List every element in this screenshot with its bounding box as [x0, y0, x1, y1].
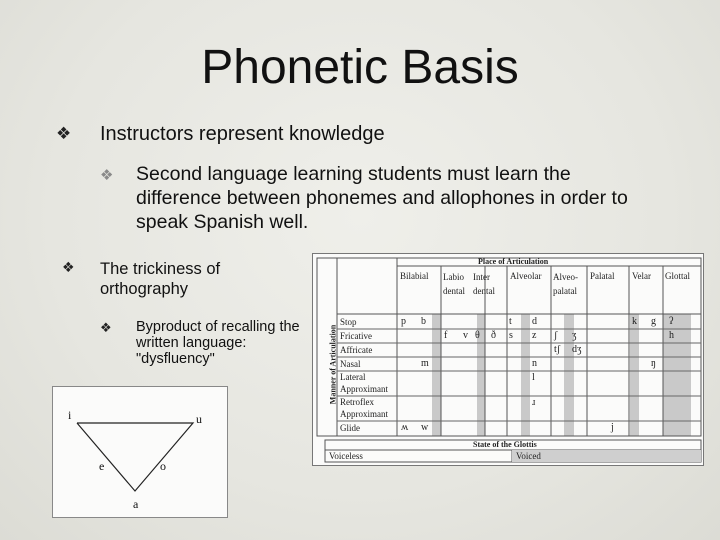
row-stop: Stop	[340, 317, 357, 327]
sub-bullet-dysfluency: Byproduct of recalling the written language: "dysfluency"	[136, 319, 300, 367]
ipa-symbol: ʔ	[669, 316, 674, 327]
ipa-symbol: p	[401, 316, 406, 327]
vowel-triangle-lines	[53, 387, 229, 519]
ipa-symbol: f	[444, 330, 448, 341]
ipa-symbol: ɹ	[532, 397, 536, 408]
col-velar: Velar	[632, 271, 651, 281]
slide-title: Phonetic Basis	[201, 41, 519, 94]
vowel-o: o	[160, 459, 166, 473]
col-glottal: Glottal	[665, 271, 690, 281]
diamond-bullet-icon: ❖	[100, 166, 114, 184]
ipa-symbol: t	[509, 316, 512, 327]
ipa-symbol: l	[532, 372, 535, 383]
ipa-symbol: dʒ	[572, 344, 582, 355]
vowel-i: i	[68, 408, 72, 422]
vowel-u: u	[196, 412, 202, 426]
vowel-e: e	[99, 459, 105, 473]
vowel-triangle-figure	[52, 386, 228, 518]
ipa-symbol: v	[463, 330, 468, 341]
row-glide: Glide	[340, 423, 360, 433]
place-header: Place of Articulation	[478, 257, 549, 266]
ipa-symbol: tʃ	[554, 344, 561, 355]
glottis-header: State of the Glottis	[473, 440, 537, 449]
vowel-a: a	[133, 497, 139, 511]
diamond-bullet-icon: ❖	[100, 321, 112, 336]
diamond-bullet-icon: ❖	[56, 124, 72, 144]
manner-header: Manner of Articulation	[328, 324, 338, 405]
ipa-symbol: ð	[491, 330, 496, 341]
chart-grid-lines	[313, 254, 705, 467]
ipa-symbol: g	[651, 316, 656, 327]
col-bilabial: Bilabial	[400, 271, 429, 281]
diamond-bullet-icon: ❖	[62, 260, 75, 276]
ipa-symbol: ʒ	[572, 330, 577, 341]
ipa-symbol: m	[421, 358, 429, 369]
col-alveopalatal: Alveo-palatal	[553, 272, 578, 296]
col-palatal: Palatal	[590, 271, 615, 281]
row-nasal: Nasal	[340, 359, 361, 369]
voiced-label: Voiced	[516, 451, 541, 461]
row-affricate: Affricate	[340, 345, 373, 355]
ipa-symbol: w	[421, 422, 429, 433]
col-interdental: Inter dental	[473, 272, 495, 296]
ipa-symbol: ʃ	[554, 330, 558, 341]
ipa-symbol: k	[632, 316, 637, 327]
ipa-symbol: j	[611, 422, 614, 433]
ipa-symbol: b	[421, 316, 426, 327]
ipa-symbol: ʍ	[401, 422, 409, 433]
bullet-orthography: The trickiness of orthography	[100, 260, 221, 299]
ipa-symbol: d	[532, 316, 537, 327]
ipa-symbol: θ	[475, 330, 480, 341]
ipa-symbol: z	[532, 330, 537, 341]
bullet-instructors: Instructors represent knowledge	[100, 123, 385, 145]
ipa-consonant-chart	[312, 253, 704, 466]
ipa-symbol: s	[509, 330, 513, 341]
sub-bullet-phonemes: Second language learning students must learn the difference between phonemes and allophones in order to speak Spanish well.	[136, 163, 628, 233]
row-fricative: Fricative	[340, 331, 372, 341]
row-lateral: Lateral Approximant	[340, 372, 388, 394]
col-labiodental: Labio dental	[443, 272, 465, 296]
col-alveolar: Alveolar	[510, 271, 542, 281]
row-retroflex: Retroflex Approximant	[340, 397, 388, 419]
ipa-symbol: h	[669, 330, 674, 341]
ipa-symbol: n	[532, 358, 537, 369]
ipa-symbol: ŋ	[651, 358, 656, 369]
voiceless-label: Voiceless	[329, 451, 363, 461]
